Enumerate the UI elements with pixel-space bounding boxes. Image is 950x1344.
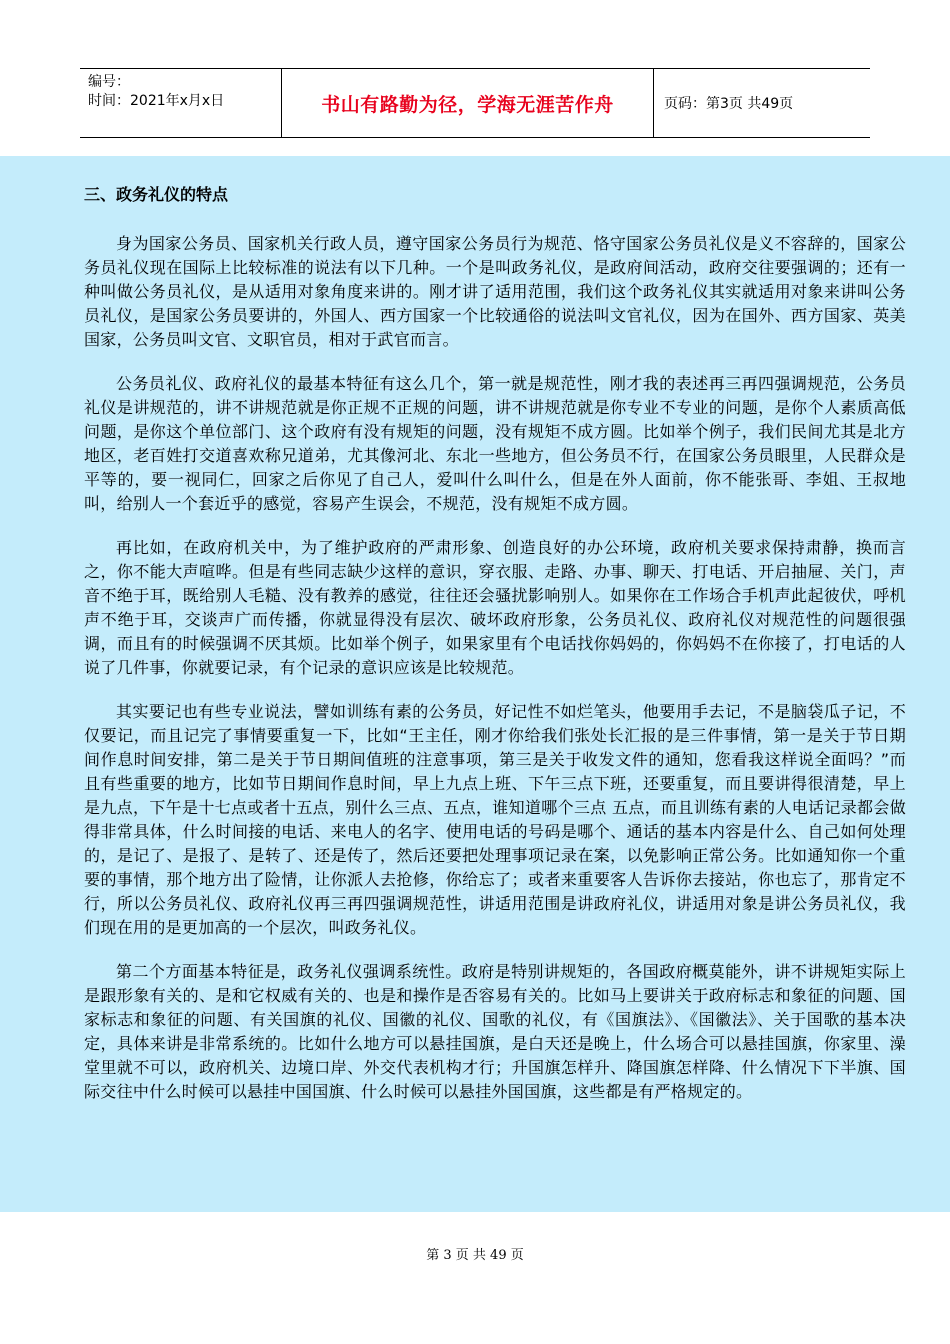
paragraph: 再比如，在政府机关中，为了维护政府的严肃形象、创造良好的办公环境，政府机关要求保持肃静，换而言之，你不能大声喧哗。但是有些同志缺少这样的意识，穿衣服、走路、办事、聊天、打电话、开启抽屉、关门，声音不绝于耳，既给别人毛糙、没有教养的感觉，往往还会骚扰影响别人。如果你在工作场合手机声此起彼伏，呼机声不绝于耳，交谈声广而传播，你就显得没有层次、破坏政府形象，公务员礼仪、政府礼仪对规范性的问题很强调，而且有的时候强调不厌其烦。比如举个例子，如果家里有个电话找你妈妈的，你妈妈不在你接了，打电话的人说了几件事，你就要记录，有个记录的意识应该是比较规范。 bbox=[84, 538, 906, 677]
page-header bbox=[80, 68, 870, 138]
header-page-info: 页码：第3页 共49页 bbox=[664, 96, 794, 112]
page-footer: 第 3 页 共 49 页 bbox=[426, 1248, 524, 1263]
document-body bbox=[0, 156, 950, 1212]
paragraph: 身为国家公务员、国家机关行政人员，遵守国家公务员行为规范、恪守国家公务员礼仪是义不容辞的，国家公务员礼仪现在国际上比较标准的说法有以下几种。一个是叫政务礼仪，是政府间活动，政府交往要强调的；还有一种叫做公务员礼仪，是从适用对象角度来讲的。刚才讲了适用范围，我们这个政务礼仪其实就适用对象来讲叫公务员礼仪，是国家公务员要讲的，外国人、西方国家一个比较通俗的说法叫文官礼仪，因为在国外、西方国家、英美国家，公务员叫文官、文职官员，相对于武官而言。 bbox=[84, 234, 906, 349]
document-date: 时间：2021年x月x日 bbox=[88, 93, 225, 109]
paragraph: 公务员礼仪、政府礼仪的最基本特征有这么几个，第一就是规范性，刚才我的表述再三再四强调规范，公务员礼仪是讲规范的，讲不讲规范就是你正规不正规的问题，讲不讲规范就是你专业不专业的问题，是你个人素质高低问题，是你这个单位部门、这个政府有没有规矩的问题，没有规矩不成方圆。比如举个例子，我们民间尤其是北方地区，老百姓打交道喜欢称兄道弟，尤其像河北、东北一些地方，但公务员不行，在国家公务员眼里，人民群众是平等的，要一视同仁，回家之后你见了自己人，爱叫什么叫什么，但是在外人面前，你不能张哥、李姐、王叔地叫，给别人一个套近乎的感觉，容易产生误会，不规范，没有规矩不成方圆。 bbox=[84, 374, 906, 513]
header-meta bbox=[80, 69, 282, 137]
header-motto: 书山有路勤为径，学海无涯苦作舟 bbox=[282, 69, 654, 137]
section-title: 三、政务礼仪的特点 bbox=[84, 185, 229, 204]
document-number: 编号： bbox=[88, 74, 130, 90]
paragraph: 其实要记也有些专业说法，譬如训练有素的公务员，好记性不如烂笔头，他要用手去记，不是脑袋瓜子记，不仅要记，而且记完了事情要重复一下，比如“王主任，刚才你给我们张处长汇报的是三件事情，第一是关于节日期间作息时间安排，第二是关于节日期间值班的注意事项，第三是关于收发文件的通知，您看我这样说全面吗？”而且有些重要的地方，比如节日期间作息时间，早上九点上班、下午三点下班，还要重复，而且要讲得很清楚，早上是九点，下午是十七点或者十五点，别什么三点、五点，谁知道哪个三点 五点，而且训练有素的人电话记录都会做得非常具体，什么时间接的电话、来电人的名字、使用电话的号码是哪个、通话的基本内容是什么、自己如何处理的，是记了、是报了、是转了、还是传了，然后还要把处理事项记录在案，以免影响正常公务。比如通知你一个重要的事情，那个地方出了险情，让你派人去抢修，你给忘了；或者来重要客人告诉你去接站，你也忘了，那肯定不行，所以公务员礼仪、政府礼仪再三再四强调规范性，讲适用范围是讲政府礼仪，讲适用对象是讲公务员礼仪，我们现在用的是更加高的一个层次，叫政务礼仪。 bbox=[84, 702, 906, 937]
paragraph: 第二个方面基本特征是，政务礼仪强调系统性。政府是特别讲规矩的，各国政府概莫能外，讲不讲规矩实际上是跟形象有关的、是和它权威有关的、也是和操作是否容易有关的。比如马上要讲关于政府标志和象征的问题、国家标志和象征的问题、有关国旗的礼仪、国徽的礼仪、国歌的礼仪，有《国旗法》、《国徽法》、关于国歌的基本决定，具体来讲是非常系统的。比如什么地方可以悬挂国旗，是白天还是晚上，什么场合可以悬挂国旗，你家里、澡堂里就不可以，政府机关、边境口岸、外交代表机构才行；升国旗怎样升、降国旗怎样降、什么情况下下半旗、国际交往中什么时候可以悬挂中国国旗、什么时候可以悬挂外国国旗，这些都是有严格规定的。 bbox=[84, 962, 906, 1101]
